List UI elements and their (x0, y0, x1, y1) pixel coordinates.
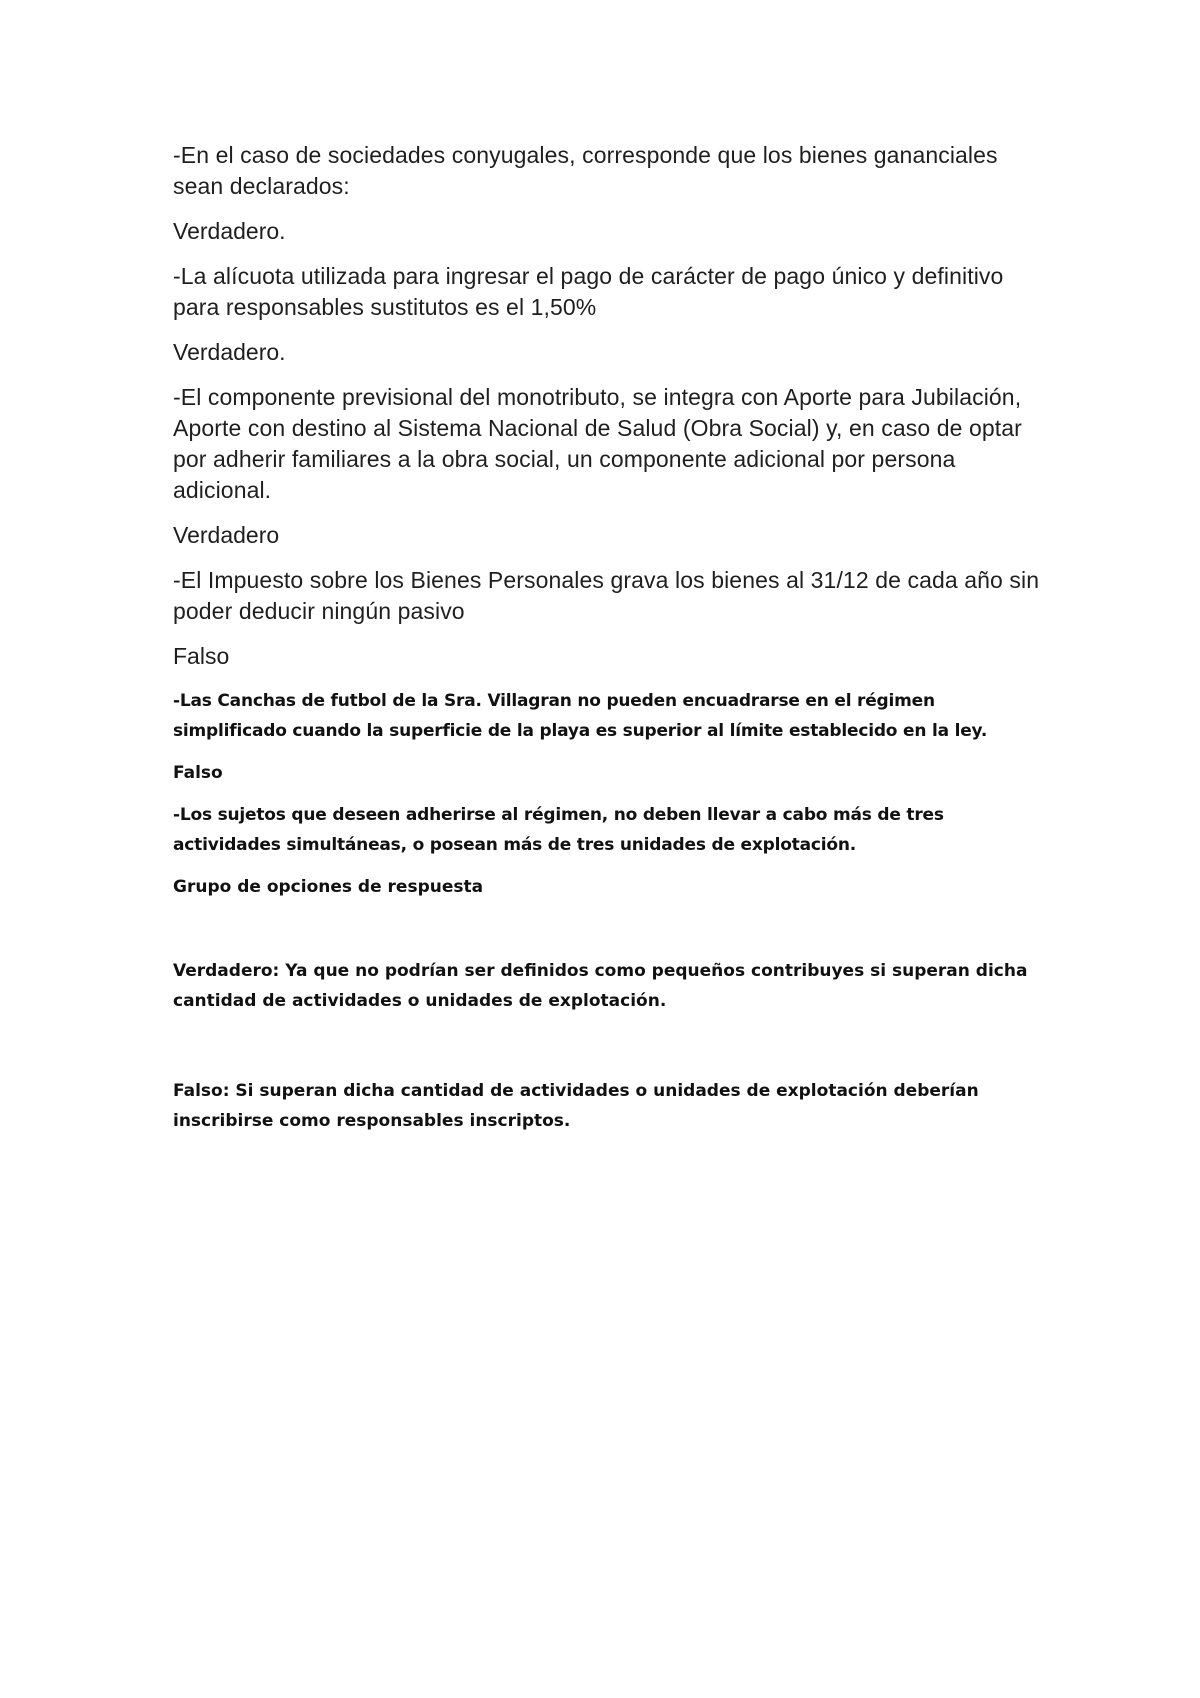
answer-option-2: Falso: Si superan dicha cantidad de actividades o unidades de explotación deberían inscribirse como responsables inscriptos. (173, 1081, 979, 1131)
answer-option-1: Verdadero: Ya que no podrían ser definidos como pequeños contribuyes si superan dicha cantidad de actividades o unidades de explotación. (173, 961, 1028, 1011)
question-1: -En el caso de sociedades conyugales, corresponde que los bienes gananciales sean declarados: (173, 142, 998, 199)
question-6: -Los sujetos que deseen adherirse al régimen, no deben llevar a cabo más de tres actividades simultáneas, o posean más de tres unidades de explotación. (173, 805, 944, 855)
answer-2: Verdadero. (173, 339, 286, 365)
question-5: -Las Canchas de futbol de la Sra. Villagran no pueden encuadrarse en el régimen simplificado cuando la superficie de la playa es superior al límite establecido en la ley. (173, 691, 988, 741)
answer-1: Verdadero. (173, 218, 286, 244)
question-2: -La alícuota utilizada para ingresar el pago de carácter de pago único y definitivo para responsables sustitutos es el 1,50% (173, 263, 1004, 320)
question-3: -El componente previsional del monotributo, se integra con Aporte para Jubilación, Aporte con destino al Sistema Nacional de Salud (Obra Social) y, en caso de optar por adherir familiares a la obra social, un componente adicional por persona adicional. (173, 384, 1022, 503)
answer-group-title: Grupo de opciones de respuesta (173, 877, 484, 897)
answer-5: Falso (173, 763, 223, 783)
answer-4: Falso (173, 643, 230, 669)
document-body (173, 140, 1053, 1196)
answer-3: Verdadero (173, 522, 280, 548)
question-4: -El Impuesto sobre los Bienes Personales grava los bienes al 31/12 de cada año sin poder deducir ningún pasivo (173, 567, 1040, 624)
